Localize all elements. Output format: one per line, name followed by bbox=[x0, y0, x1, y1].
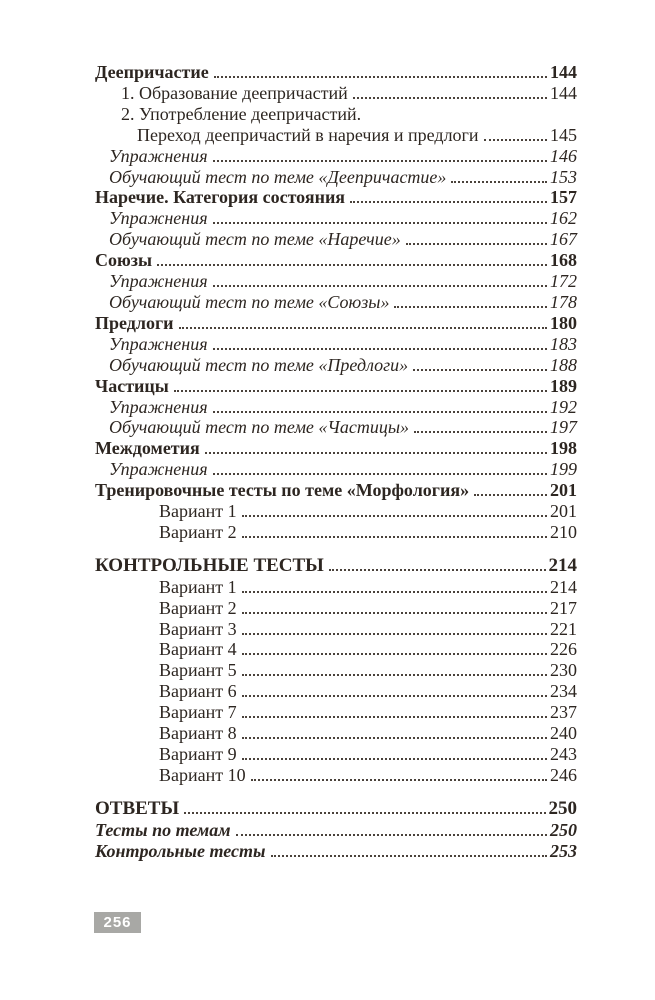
toc-entry-page-number: 178 bbox=[550, 291, 577, 312]
toc-entry bbox=[109, 417, 577, 438]
toc-entry bbox=[159, 639, 577, 660]
dot-leader bbox=[414, 431, 547, 433]
toc-entry-page-number: 189 bbox=[550, 375, 577, 396]
toc-entry bbox=[109, 334, 577, 355]
toc-entry bbox=[95, 187, 577, 208]
dot-leader bbox=[214, 76, 547, 78]
toc-entry bbox=[95, 841, 577, 862]
toc-entry-page-number: 167 bbox=[550, 229, 577, 250]
dot-leader bbox=[213, 222, 547, 224]
toc-entry bbox=[159, 681, 577, 702]
toc-entry-title: Частицы bbox=[95, 375, 169, 396]
toc-entry-page-number: 162 bbox=[550, 208, 577, 229]
toc-entry bbox=[95, 62, 577, 83]
dot-leader bbox=[242, 515, 547, 517]
toc-entry-title: Вариант 2 bbox=[159, 521, 237, 542]
dot-leader bbox=[174, 390, 547, 392]
toc-entry-title: Упражнения bbox=[109, 396, 208, 417]
toc-entry-title: Обучающий тест по теме «Союзы» bbox=[109, 291, 390, 312]
toc-entry-page-number: 201 bbox=[550, 480, 577, 501]
toc-entry-title: Упражнения bbox=[109, 208, 208, 229]
toc-entry-title: Обучающий тест по теме «Предлоги» bbox=[109, 354, 409, 375]
toc-entry bbox=[109, 146, 577, 167]
dot-leader bbox=[242, 591, 547, 593]
toc-entry bbox=[95, 376, 577, 397]
dot-leader bbox=[406, 243, 547, 245]
toc-entry-title: Обучающий тест по теме «Наречие» bbox=[109, 229, 401, 250]
toc-entry-title: Наречие. Категория состояния bbox=[95, 187, 346, 208]
dot-leader bbox=[242, 674, 547, 676]
dot-leader bbox=[474, 494, 547, 496]
toc-entry-title: 1. Образование деепричастий bbox=[121, 82, 348, 103]
dot-leader bbox=[242, 737, 547, 739]
toc-entry-title: Междометия bbox=[95, 438, 200, 459]
toc-entry-title: Союзы bbox=[95, 250, 153, 271]
dot-leader bbox=[350, 201, 547, 203]
dot-leader bbox=[484, 139, 547, 141]
toc-entry-page-number: 214 bbox=[548, 554, 577, 576]
toc-entry-title: Вариант 10 bbox=[159, 764, 246, 785]
dot-leader bbox=[451, 181, 547, 183]
toc-entry bbox=[95, 250, 577, 271]
toc-entry-page-number: 234 bbox=[550, 681, 577, 702]
toc-entry bbox=[159, 501, 577, 522]
toc-entry-page-number: 201 bbox=[550, 501, 577, 522]
dot-leader bbox=[236, 834, 547, 836]
toc-entry-title: Вариант 3 bbox=[159, 618, 237, 639]
toc-entry-page-number: 197 bbox=[550, 417, 577, 438]
dot-leader bbox=[242, 653, 547, 655]
toc-entry-page-number: 253 bbox=[550, 840, 577, 861]
toc-entry-title: Вариант 7 bbox=[159, 702, 237, 723]
toc-entry-page-number: 217 bbox=[550, 597, 577, 618]
toc-entry-page-number: 183 bbox=[550, 333, 577, 354]
toc-entry-title: Упражнения bbox=[109, 145, 208, 166]
page-number: 256 bbox=[103, 914, 132, 931]
dot-leader bbox=[213, 285, 547, 287]
toc-entry-title: Вариант 4 bbox=[159, 639, 237, 660]
toc-entry-title: Упражнения bbox=[109, 271, 208, 292]
toc-entry-page-number: 180 bbox=[550, 312, 577, 333]
toc-entry bbox=[159, 744, 577, 765]
toc-entry-title: Упражнения bbox=[109, 459, 208, 480]
toc-entry-page-number: 198 bbox=[550, 438, 577, 459]
toc-entry-title: Деепричастие bbox=[95, 62, 209, 82]
toc-entry-title: Вариант 2 bbox=[159, 597, 237, 618]
toc-entry-page-number: 146 bbox=[550, 145, 577, 166]
toc-entry-title: Предлоги bbox=[95, 312, 174, 333]
dot-leader bbox=[353, 97, 547, 99]
toc-entry bbox=[95, 438, 577, 459]
toc-entry bbox=[159, 598, 577, 619]
toc-entry-title: Обучающий тест по теме «Частицы» bbox=[109, 417, 410, 438]
toc-entry bbox=[121, 104, 577, 125]
toc-entry bbox=[159, 765, 577, 786]
toc-entry-page-number: 144 bbox=[550, 82, 577, 103]
dot-leader bbox=[271, 855, 548, 857]
dot-leader bbox=[184, 812, 545, 814]
toc-entry-title: 2. Употребление деепричастий. bbox=[121, 103, 362, 124]
toc-entry bbox=[109, 397, 577, 418]
dot-leader bbox=[251, 779, 547, 781]
toc-entry-page-number: 226 bbox=[550, 639, 577, 660]
dot-leader bbox=[213, 348, 547, 350]
toc-entry-page-number: 210 bbox=[550, 521, 577, 542]
toc-entry bbox=[95, 799, 577, 820]
toc-entry-page-number: 188 bbox=[550, 354, 577, 375]
toc-entry bbox=[109, 167, 577, 188]
toc-entry bbox=[95, 480, 577, 501]
toc-entry-page-number: 172 bbox=[550, 271, 577, 292]
dot-leader bbox=[242, 612, 547, 614]
toc-entry bbox=[95, 313, 577, 334]
toc-entry-page-number: 250 bbox=[550, 819, 577, 840]
toc-entry-title: Вариант 6 bbox=[159, 681, 237, 702]
dot-leader bbox=[242, 758, 547, 760]
toc-entry-title: КОНТРОЛЬНЫЕ ТЕСТЫ bbox=[95, 554, 324, 576]
toc-entry-title: Контрольные тесты bbox=[95, 840, 266, 861]
dot-leader bbox=[205, 452, 547, 454]
dot-leader bbox=[242, 633, 547, 635]
toc-entry-page-number: 240 bbox=[550, 723, 577, 744]
toc-entry-page-number: 221 bbox=[550, 618, 577, 639]
dot-leader bbox=[213, 473, 547, 475]
dot-leader bbox=[329, 569, 546, 571]
toc-entry-page-number: 199 bbox=[550, 459, 577, 480]
dot-leader bbox=[413, 369, 547, 371]
toc-entry-title: Обучающий тест по теме «Деепричастие» bbox=[109, 166, 447, 187]
dot-leader bbox=[213, 411, 547, 413]
toc-entry-page-number: 237 bbox=[550, 702, 577, 723]
toc-entry-page-number: 250 bbox=[548, 797, 577, 819]
toc-entry-page-number: 192 bbox=[550, 396, 577, 417]
toc-entry-page-number: 157 bbox=[550, 187, 577, 208]
toc-entry-page-number: 145 bbox=[550, 124, 577, 145]
toc-entry-page-number: 144 bbox=[550, 62, 577, 82]
dot-leader bbox=[394, 306, 547, 308]
toc-entry bbox=[159, 723, 577, 744]
toc-entry-page-number: 243 bbox=[550, 744, 577, 764]
dot-leader bbox=[157, 264, 547, 266]
dot-leader bbox=[242, 536, 547, 538]
toc-entry-title: Вариант 1 bbox=[159, 576, 237, 597]
toc-entry bbox=[121, 83, 577, 104]
toc-entry-title: Переход деепричастий в наречия и предлоги bbox=[137, 124, 479, 145]
toc-entry-title: ОТВЕТЫ bbox=[95, 797, 180, 819]
toc-entry-title: Упражнения bbox=[109, 333, 208, 354]
dot-leader bbox=[242, 695, 547, 697]
toc-entry bbox=[109, 208, 577, 229]
toc-entry-page-number: 230 bbox=[550, 660, 577, 681]
toc-entry bbox=[109, 459, 577, 480]
toc-entry-title: Вариант 5 bbox=[159, 660, 237, 681]
toc-entry bbox=[109, 292, 577, 313]
table-of-contents bbox=[95, 62, 577, 862]
toc-entry-title: Тесты по темам bbox=[95, 819, 231, 840]
toc-entry-title: Вариант 8 bbox=[159, 723, 237, 744]
page-number-badge bbox=[94, 912, 141, 933]
toc-entry bbox=[159, 522, 577, 543]
toc-entry-title: Вариант 9 bbox=[159, 744, 237, 764]
toc-entry bbox=[109, 229, 577, 250]
dot-leader bbox=[242, 716, 547, 718]
toc-entry bbox=[95, 820, 577, 841]
toc-entry-page-number: 153 bbox=[550, 166, 577, 187]
toc-entry bbox=[95, 556, 577, 577]
toc-entry-page-number: 168 bbox=[550, 250, 577, 271]
toc-entry-title: Вариант 1 bbox=[159, 501, 237, 522]
toc-entry bbox=[137, 125, 577, 146]
toc-entry bbox=[159, 577, 577, 598]
dot-leader bbox=[179, 327, 547, 329]
toc-entry-title: Тренировочные тесты по теме «Морфология» bbox=[95, 480, 470, 501]
toc-entry bbox=[159, 660, 577, 681]
toc-entry-page-number: 246 bbox=[550, 764, 577, 785]
toc-entry bbox=[109, 271, 577, 292]
dot-leader bbox=[213, 160, 547, 162]
toc-entry bbox=[159, 619, 577, 640]
toc-entry bbox=[109, 355, 577, 376]
toc-entry-page-number: 214 bbox=[550, 576, 577, 597]
toc-entry bbox=[159, 702, 577, 723]
